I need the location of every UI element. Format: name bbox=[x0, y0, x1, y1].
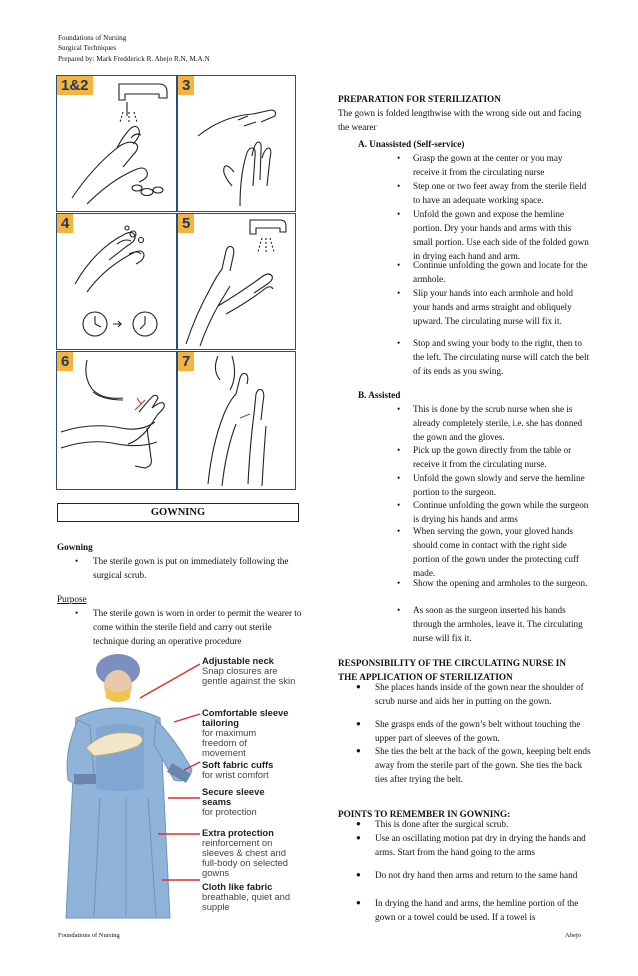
bullet-icon: • bbox=[397, 338, 401, 348]
forearm-rinse-drawing bbox=[178, 214, 295, 349]
bullet-icon: ● bbox=[356, 682, 361, 691]
footer-left: Foundations of Nursing bbox=[58, 932, 120, 939]
points-item: Do not dry hand then arms and return to the same hand bbox=[375, 870, 578, 880]
nail-cleaning-drawing bbox=[178, 76, 295, 211]
bullet-icon: • bbox=[397, 209, 401, 219]
bullet-icon: • bbox=[397, 605, 401, 615]
unassisted-item: Stop and swing your body to the right, then to the left. The circulating nurse will catch the belt of its ends as you swing. bbox=[413, 338, 590, 377]
surgical-gown-figure bbox=[56, 648, 316, 920]
bullet-icon: • bbox=[397, 153, 401, 163]
gowning-heading: Gowning bbox=[57, 542, 93, 552]
step-7-tile bbox=[177, 351, 296, 490]
arms-up-drawing bbox=[178, 352, 295, 489]
responsibility-item: She grasps ends of the gown’s belt without touching the upper part of sleeves of the gown. bbox=[375, 719, 581, 744]
header-topic: Surgical Techniques bbox=[58, 44, 117, 53]
assisted-item: Unfold the gown slowly and serve the hemline portion to the surgeon. bbox=[413, 473, 585, 498]
bullet-icon: • bbox=[397, 260, 401, 270]
callout-sleeve-tailoring: Comfortable sleeve tailoring for maximum freedom of movement bbox=[202, 707, 289, 758]
purpose-text: The sterile gown is worn in order to permit the wearer to come within the sterile field and carry out sterile technique during an operative procedure bbox=[93, 608, 302, 646]
bullet-icon: ● bbox=[356, 719, 361, 728]
purpose-bullet bbox=[57, 606, 307, 648]
step-badge: 3 bbox=[178, 76, 194, 95]
bullet-icon: • bbox=[75, 608, 79, 618]
step-6-tile bbox=[56, 351, 177, 490]
assisted-item: Continue unfolding the gown while the surgeon is drying his hands and arms bbox=[413, 500, 589, 525]
step-4-tile bbox=[56, 213, 177, 350]
unassisted-item: Slip your hands into each armhole and hold your hands and arms straight and obliquely upward. The circulating nurse will fix it. bbox=[413, 288, 573, 327]
gowning-bullet bbox=[57, 554, 307, 582]
callout-cuffs: Soft fabric cuffs for wrist comfort bbox=[202, 759, 274, 780]
responsibility-item: She ties the belt at the back of the gown, keeping belt ends away from the sterile part of the gown. She ties the back ties after trying the belt. bbox=[375, 746, 591, 785]
footer-right: Abejo bbox=[565, 932, 581, 939]
bullet-icon: • bbox=[397, 181, 401, 191]
callout-seams: Secure sleeve seams for protection bbox=[202, 786, 265, 817]
prep-section bbox=[338, 92, 586, 134]
bullet-icon: ● bbox=[356, 833, 361, 842]
section-title-box: GOWNING bbox=[57, 503, 299, 522]
callout-fabric: Cloth like fabric breathable, quiet and supple bbox=[202, 881, 291, 912]
prep-title: PREPARATION FOR STERILIZATION bbox=[338, 94, 501, 104]
assisted-item: This is done by the scrub nurse when she is already completely sterile, i.e. she has donned the gown and the gloves. bbox=[413, 404, 583, 443]
points-heading: POINTS TO REMEMBER IN GOWNING: bbox=[338, 809, 511, 819]
bullet-icon: • bbox=[397, 404, 401, 414]
unassisted-heading: A. Unassisted (Self-service) bbox=[358, 139, 465, 149]
step-badge: 7 bbox=[178, 352, 194, 371]
points-item: Use an oscillating motion pat dry in drying the hands and arms. Start from the hand going to the arms bbox=[375, 833, 586, 858]
bullet-icon: • bbox=[397, 473, 401, 483]
unassisted-item: Grasp the gown at the center or you may receive it from the circulating nurse bbox=[413, 153, 563, 178]
step-badge: 5 bbox=[178, 214, 194, 233]
assisted-item: When serving the gown, your gloved hands should come in contact with the right side portion of the gown under the protecting cuff made. bbox=[413, 526, 579, 579]
gown-wearer-drawing bbox=[56, 648, 316, 920]
unassisted-item: Step one or two feet away from the sterile field to have an adequate working space. bbox=[413, 181, 587, 206]
header-author: Prepared by: Mark Fredderick R. Abejo R.N, M.A.N bbox=[58, 54, 210, 63]
step-badge: 1&2 bbox=[57, 76, 93, 95]
responsibility-heading: RESPONSIBILITY OF THE CIRCULATING NURSE IN THE APPLICATION OF STERILIZATION bbox=[338, 658, 566, 682]
step-badge: 4 bbox=[57, 214, 73, 233]
points-item: In drying the hand and arms, the hemline portion of the gown or a towel could be used. If a towel is bbox=[375, 898, 579, 923]
bullet-icon: ● bbox=[356, 870, 361, 879]
faucet-rinse-drawing bbox=[57, 76, 176, 211]
purpose-heading: Purpose bbox=[57, 594, 87, 604]
assisted-item: Pick up the gown directly from the table or receive it from the circulating nurse. bbox=[413, 445, 572, 470]
callout-extra-protection: Extra protection reinforcement on sleeves & chest and full-body on selected gowns bbox=[202, 827, 288, 878]
step-5-tile bbox=[177, 213, 296, 350]
header-course: Foundations of Nursing bbox=[58, 34, 127, 42]
bullet-icon: ● bbox=[356, 898, 361, 907]
gowning-purpose bbox=[57, 592, 307, 648]
gowning-definition bbox=[57, 540, 307, 582]
callout-neck: Adjustable neck Snap closures are gentle against the skin bbox=[202, 655, 296, 686]
bullet-icon: ● bbox=[356, 746, 361, 755]
gowning-text: The sterile gown is put on immediately following the surgical scrub. bbox=[93, 556, 289, 580]
bullet-icon: • bbox=[397, 500, 401, 510]
bullet-icon: ● bbox=[356, 819, 361, 828]
prep-text: The gown is folded lengthwise with the wrong side out and facing the wearer bbox=[338, 108, 582, 132]
assisted-item: As soon as the surgeon inserted his hands through the armholes, leave it. The circulating nurse will fix it. bbox=[413, 605, 583, 644]
document-header bbox=[58, 33, 210, 64]
handwashing-steps-illustration bbox=[56, 75, 296, 488]
points-item: This is done after the surgical scrub. bbox=[375, 819, 509, 829]
bullet-icon: • bbox=[397, 288, 401, 298]
responsibility-item: She places hands inside of the gown near the shoulder of scrub nurse and aids her in putting on the gown. bbox=[375, 682, 584, 707]
assisted-heading: B. Assisted bbox=[358, 390, 401, 400]
bullet-icon: • bbox=[397, 526, 401, 536]
unassisted-item: Unfold the gown and expose the hemline portion. Dry your hands and arms with this small portion. Use each side of the folded gown in drying each hand and arm. bbox=[413, 209, 589, 262]
step-badge: 6 bbox=[57, 352, 73, 371]
step-3-tile bbox=[177, 75, 296, 212]
bullet-icon: • bbox=[397, 445, 401, 455]
scrub-and-clock-drawing bbox=[57, 214, 176, 349]
unassisted-item: Continue unfolding the gown and locate for the armhole. bbox=[413, 260, 588, 285]
bullet-icon: • bbox=[75, 556, 79, 566]
assisted-item: Show the opening and armholes to the surgeon. bbox=[413, 578, 588, 588]
towel-dry-drawing bbox=[57, 352, 176, 489]
step-1-2-tile bbox=[56, 75, 177, 212]
bullet-icon: • bbox=[397, 578, 401, 588]
